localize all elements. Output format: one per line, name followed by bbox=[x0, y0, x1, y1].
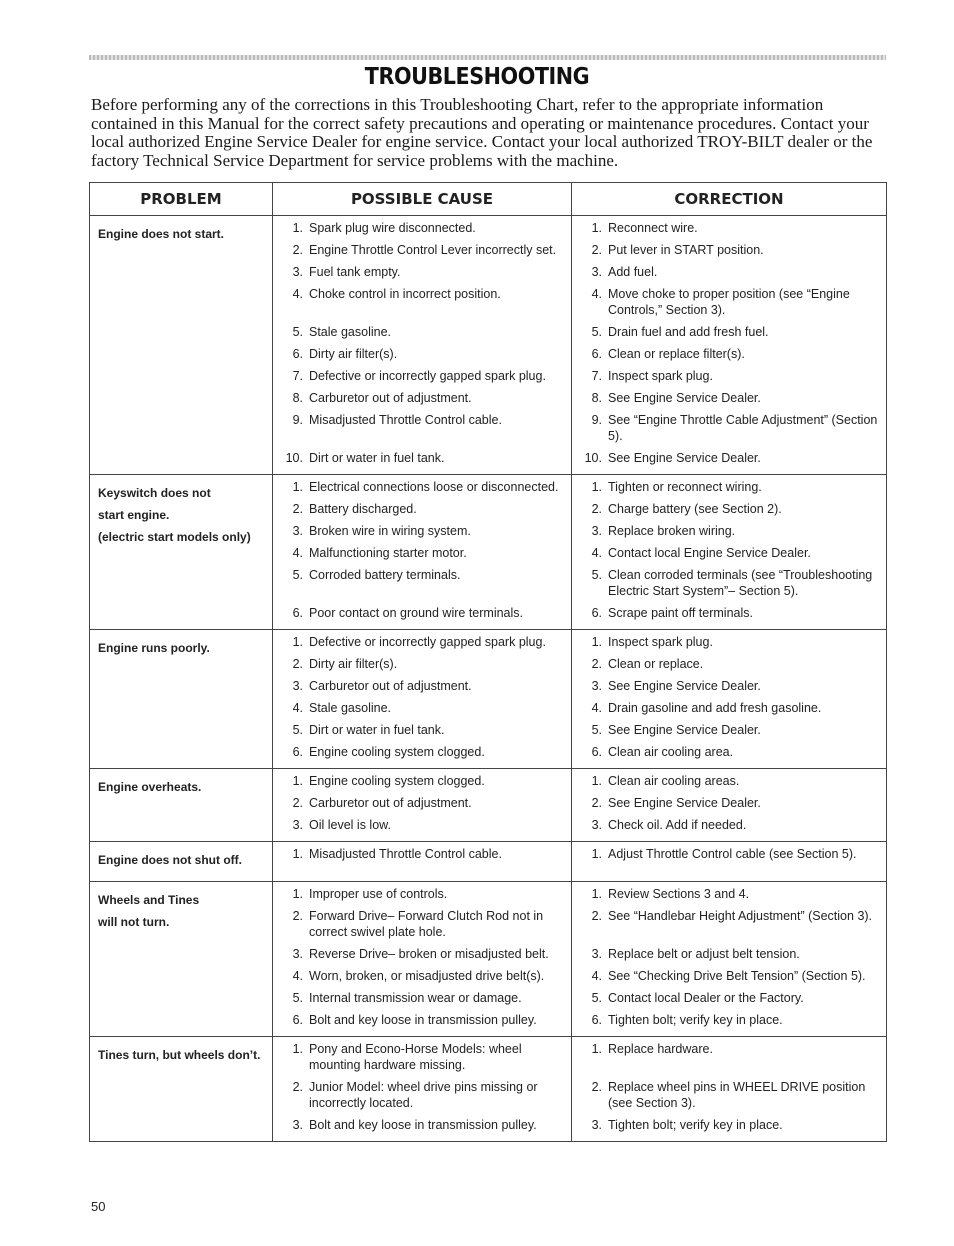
correction-item bbox=[580, 968, 882, 984]
correction-item bbox=[580, 479, 882, 495]
item-text: Contact local Dealer or the Factory. bbox=[608, 991, 804, 1005]
item-number: 5. bbox=[292, 991, 303, 1005]
item-text: Clean or replace. bbox=[608, 657, 704, 671]
item-number: 6. bbox=[591, 1013, 602, 1027]
item-number: 5. bbox=[591, 991, 602, 1005]
item-text: Bolt and key loose in transmission pulley. bbox=[309, 1013, 537, 1027]
item-number: 3. bbox=[591, 1118, 602, 1132]
item-number: 3. bbox=[292, 524, 303, 538]
cause-item bbox=[281, 1041, 567, 1073]
item-text: Replace broken wiring. bbox=[608, 524, 736, 538]
correction-item bbox=[580, 656, 882, 672]
problem-text: Wheels and Tines bbox=[98, 893, 200, 907]
cause-item bbox=[281, 242, 567, 258]
item-text: Junior Model: wheel drive pins missing or incorrectly located. bbox=[309, 1080, 538, 1110]
item-number: 2. bbox=[292, 243, 303, 257]
item-text: Drain fuel and add fresh fuel. bbox=[608, 325, 769, 339]
correction-item bbox=[580, 545, 882, 561]
item-text: Clean air cooling areas. bbox=[608, 774, 740, 788]
possible-cause-cell bbox=[273, 1037, 572, 1142]
item-number: 5. bbox=[292, 568, 303, 582]
item-number: 6. bbox=[292, 1013, 303, 1027]
item-text: See Engine Service Dealer. bbox=[608, 451, 761, 465]
problem-text: (electric start models only) bbox=[98, 530, 251, 544]
cause-item bbox=[281, 220, 567, 236]
item-text: Spark plug wire disconnected. bbox=[309, 221, 476, 235]
cause-item bbox=[281, 368, 567, 384]
page-title: TROUBLESHOOTING bbox=[364, 64, 590, 90]
cause-item bbox=[281, 501, 567, 517]
cause-item bbox=[281, 1079, 567, 1111]
cause-item bbox=[281, 908, 567, 940]
item-text: Defective or incorrectly gapped spark plug. bbox=[309, 369, 546, 383]
item-number: 2. bbox=[591, 796, 602, 810]
table-row bbox=[90, 842, 887, 882]
cause-item bbox=[281, 817, 567, 833]
possible-cause-cell bbox=[273, 630, 572, 769]
item-text: Defective or incorrectly gapped spark plug. bbox=[309, 635, 546, 649]
cause-item bbox=[281, 450, 567, 466]
top-rule bbox=[89, 55, 886, 60]
item-number: 1. bbox=[292, 1042, 303, 1056]
correction-cell bbox=[572, 475, 887, 630]
item-text: Put lever in START position. bbox=[608, 243, 764, 257]
item-text: Drain gasoline and add fresh gasoline. bbox=[608, 701, 822, 715]
correction-item bbox=[580, 773, 882, 789]
correction-item bbox=[580, 346, 882, 362]
item-number: 5. bbox=[591, 325, 602, 339]
item-text: Malfunctioning starter motor. bbox=[309, 546, 467, 560]
item-number: 4. bbox=[591, 969, 602, 983]
item-number: 4. bbox=[292, 969, 303, 983]
possible-cause-cell bbox=[273, 882, 572, 1037]
item-number: 6. bbox=[292, 606, 303, 620]
item-text: Add fuel. bbox=[608, 265, 658, 279]
item-number: 5. bbox=[292, 723, 303, 737]
table-header-row bbox=[90, 183, 887, 216]
cause-item bbox=[281, 846, 567, 862]
item-number: 1. bbox=[591, 887, 602, 901]
correction-item bbox=[580, 700, 882, 716]
intro-paragraph: Before performing any of the corrections in this Troubleshooting Chart, refer to the appropriate information contained in this Manual for the correct safety precautions and operating or maintenance procedures. Contact your local authorized Engine Service Dealer for engine service. Contact your local authorized TROY-BILT dealer or the factory Technical Service Department for service problems with the machine. bbox=[91, 95, 873, 170]
table-row bbox=[90, 475, 887, 630]
item-text: Dirt or water in fuel tank. bbox=[309, 451, 445, 465]
item-number: 2. bbox=[292, 796, 303, 810]
item-number: 2. bbox=[591, 243, 602, 257]
item-text: Contact local Engine Service Dealer. bbox=[608, 546, 811, 560]
correction-cell bbox=[572, 216, 887, 475]
item-text: Internal transmission wear or damage. bbox=[309, 991, 522, 1005]
item-number: 6. bbox=[292, 745, 303, 759]
problem-cell bbox=[90, 882, 273, 1037]
correction-item bbox=[580, 744, 882, 760]
item-text: Carburetor out of adjustment. bbox=[309, 391, 472, 405]
cause-item bbox=[281, 773, 567, 789]
item-number: 7. bbox=[591, 369, 602, 383]
item-number: 6. bbox=[292, 347, 303, 361]
problem-cell bbox=[90, 216, 273, 475]
correction-cell bbox=[572, 882, 887, 1037]
cause-item bbox=[281, 605, 567, 621]
cause-item bbox=[281, 412, 567, 444]
item-number: 10. bbox=[285, 451, 303, 465]
item-text: See Engine Service Dealer. bbox=[608, 723, 761, 737]
item-number: 1. bbox=[292, 887, 303, 901]
item-text: Bolt and key loose in transmission pulley. bbox=[309, 1118, 537, 1132]
problem-text: Tines turn, but wheels don’t. bbox=[98, 1048, 261, 1062]
item-text: Choke control in incorrect position. bbox=[309, 287, 501, 301]
correction-item bbox=[580, 795, 882, 811]
correction-item bbox=[580, 286, 882, 318]
item-text: Clean air cooling area. bbox=[608, 745, 734, 759]
item-number: 3. bbox=[591, 947, 602, 961]
item-number: 3. bbox=[292, 679, 303, 693]
item-text: Move choke to proper position (see “Engine Controls,” Section 3). bbox=[608, 287, 850, 317]
problem-cell bbox=[90, 1037, 273, 1142]
item-number: 9. bbox=[292, 413, 303, 427]
item-text: Clean or replace filter(s). bbox=[608, 347, 745, 361]
item-number: 5. bbox=[591, 568, 602, 582]
item-text: Replace hardware. bbox=[608, 1042, 713, 1056]
item-text: Broken wire in wiring system. bbox=[309, 524, 471, 538]
item-text: Stale gasoline. bbox=[309, 325, 392, 339]
cause-item bbox=[281, 264, 567, 280]
item-text: Engine Throttle Control Lever incorrectly set. bbox=[309, 243, 557, 257]
cause-item bbox=[281, 886, 567, 902]
possible-cause-cell bbox=[273, 769, 572, 842]
item-number: 4. bbox=[292, 287, 303, 301]
item-text: Electrical connections loose or disconnected. bbox=[309, 480, 559, 494]
cause-item bbox=[281, 968, 567, 984]
correction-item bbox=[580, 990, 882, 1006]
item-number: 1. bbox=[591, 480, 602, 494]
item-text: See “Engine Throttle Cable Adjustment” (Section 5). bbox=[608, 413, 878, 443]
correction-item bbox=[580, 368, 882, 384]
item-text: Improper use of controls. bbox=[309, 887, 448, 901]
item-number: 3. bbox=[591, 679, 602, 693]
correction-item bbox=[580, 678, 882, 694]
correction-cell bbox=[572, 842, 887, 882]
item-number: 5. bbox=[292, 325, 303, 339]
item-number: 1. bbox=[292, 774, 303, 788]
item-text: Carburetor out of adjustment. bbox=[309, 679, 472, 693]
correction-item bbox=[580, 1012, 882, 1028]
correction-item bbox=[580, 264, 882, 280]
cause-item bbox=[281, 1012, 567, 1028]
item-text: Oil level is low. bbox=[309, 818, 391, 832]
item-text: Inspect spark plug. bbox=[608, 369, 713, 383]
item-number: 1. bbox=[591, 847, 602, 861]
correction-item bbox=[580, 634, 882, 650]
possible-cause-cell bbox=[273, 216, 572, 475]
item-number: 4. bbox=[591, 546, 602, 560]
cause-item bbox=[281, 946, 567, 962]
cause-item bbox=[281, 744, 567, 760]
correction-item bbox=[580, 450, 882, 466]
item-text: See Engine Service Dealer. bbox=[608, 391, 761, 405]
item-number: 1. bbox=[292, 221, 303, 235]
table-row bbox=[90, 769, 887, 842]
cause-item bbox=[281, 545, 567, 561]
item-number: 4. bbox=[292, 701, 303, 715]
item-text: Reconnect wire. bbox=[608, 221, 698, 235]
possible-cause-cell bbox=[273, 842, 572, 882]
item-text: Tighten or reconnect wiring. bbox=[608, 480, 762, 494]
item-number: 3. bbox=[292, 1118, 303, 1132]
item-number: 8. bbox=[591, 391, 602, 405]
item-number: 2. bbox=[292, 657, 303, 671]
item-text: Check oil. Add if needed. bbox=[608, 818, 747, 832]
correction-item bbox=[580, 567, 882, 599]
item-number: 6. bbox=[591, 745, 602, 759]
item-number: 3. bbox=[292, 265, 303, 279]
item-number: 2. bbox=[591, 657, 602, 671]
item-number: 1. bbox=[292, 847, 303, 861]
item-text: See Engine Service Dealer. bbox=[608, 679, 761, 693]
item-number: 4. bbox=[292, 546, 303, 560]
item-number: 1. bbox=[591, 221, 602, 235]
correction-item bbox=[580, 908, 882, 940]
problem-cell bbox=[90, 475, 273, 630]
item-number: 3. bbox=[591, 265, 602, 279]
problem-cell bbox=[90, 769, 273, 842]
correction-item bbox=[580, 817, 882, 833]
correction-item bbox=[580, 501, 882, 517]
correction-item bbox=[580, 846, 882, 862]
item-text: Misadjusted Throttle Control cable. bbox=[309, 847, 502, 861]
header-correction: CORRECTION bbox=[572, 183, 887, 216]
item-text: Replace belt or adjust belt tension. bbox=[608, 947, 800, 961]
troubleshooting-table bbox=[89, 182, 887, 1142]
item-number: 3. bbox=[292, 947, 303, 961]
item-text: See Engine Service Dealer. bbox=[608, 796, 761, 810]
cause-item bbox=[281, 634, 567, 650]
cause-item bbox=[281, 795, 567, 811]
correction-item bbox=[580, 722, 882, 738]
item-text: Adjust Throttle Control cable (see Section 5). bbox=[608, 847, 857, 861]
item-text: Corroded battery terminals. bbox=[309, 568, 461, 582]
problem-cell bbox=[90, 630, 273, 769]
item-number: 6. bbox=[591, 347, 602, 361]
problem-text: Engine runs poorly. bbox=[98, 641, 210, 655]
table-row bbox=[90, 630, 887, 769]
item-number: 1. bbox=[292, 480, 303, 494]
correction-item bbox=[580, 886, 882, 902]
cause-item bbox=[281, 523, 567, 539]
item-text: Dirty air filter(s). bbox=[309, 347, 398, 361]
item-number: 10. bbox=[584, 451, 602, 465]
cause-item bbox=[281, 286, 567, 318]
cause-item bbox=[281, 567, 567, 599]
cause-item bbox=[281, 390, 567, 406]
item-text: Scrape paint off terminals. bbox=[608, 606, 753, 620]
item-number: 6. bbox=[591, 606, 602, 620]
item-text: Replace wheel pins in WHEEL DRIVE position (see Section 3). bbox=[608, 1080, 866, 1110]
item-text: Tighten bolt; verify key in place. bbox=[608, 1013, 783, 1027]
cause-item bbox=[281, 346, 567, 362]
page-number: 50 bbox=[91, 1199, 106, 1214]
item-text: Engine cooling system clogged. bbox=[309, 774, 485, 788]
table-row bbox=[90, 1037, 887, 1142]
table-row bbox=[90, 216, 887, 475]
correction-item bbox=[580, 1079, 882, 1111]
correction-item bbox=[580, 1117, 882, 1133]
cause-item bbox=[281, 479, 567, 495]
item-number: 1. bbox=[591, 1042, 602, 1056]
item-number: 1. bbox=[591, 774, 602, 788]
item-text: Misadjusted Throttle Control cable. bbox=[309, 413, 502, 427]
item-text: Poor contact on ground wire terminals. bbox=[309, 606, 523, 620]
item-text: Reverse Drive– broken or misadjusted belt. bbox=[309, 947, 549, 961]
item-text: Worn, broken, or misadjusted drive belt(s). bbox=[309, 969, 545, 983]
item-number: 3. bbox=[591, 818, 602, 832]
item-text: Pony and Econo-Horse Models: wheel mounting hardware missing. bbox=[309, 1042, 522, 1072]
correction-item bbox=[580, 324, 882, 340]
correction-cell bbox=[572, 769, 887, 842]
correction-item bbox=[580, 242, 882, 258]
item-text: Fuel tank empty. bbox=[309, 265, 401, 279]
cause-item bbox=[281, 678, 567, 694]
item-number: 8. bbox=[292, 391, 303, 405]
item-number: 2. bbox=[591, 909, 602, 923]
item-text: See “Handlebar Height Adjustment” (Section 3). bbox=[608, 909, 873, 923]
item-number: 7. bbox=[292, 369, 303, 383]
item-number: 3. bbox=[591, 524, 602, 538]
correction-item bbox=[580, 523, 882, 539]
correction-cell bbox=[572, 630, 887, 769]
item-text: Clean corroded terminals (see “Troubleshooting Electric Start System”– Section 5). bbox=[608, 568, 873, 598]
problem-text: Keyswitch does not bbox=[98, 486, 211, 500]
item-number: 1. bbox=[292, 635, 303, 649]
item-number: 4. bbox=[591, 287, 602, 301]
correction-item bbox=[580, 1041, 882, 1073]
item-text: Charge battery (see Section 2). bbox=[608, 502, 782, 516]
cause-item bbox=[281, 990, 567, 1006]
correction-item bbox=[580, 605, 882, 621]
problem-text: Engine overheats. bbox=[98, 780, 202, 794]
item-text: Stale gasoline. bbox=[309, 701, 392, 715]
item-number: 3. bbox=[292, 818, 303, 832]
item-number: 2. bbox=[591, 1080, 602, 1094]
cause-item bbox=[281, 1117, 567, 1133]
item-text: Inspect spark plug. bbox=[608, 635, 713, 649]
item-number: 5. bbox=[591, 723, 602, 737]
header-problem: PROBLEM bbox=[90, 183, 273, 216]
correction-item bbox=[580, 390, 882, 406]
item-text: See “Checking Drive Belt Tension” (Section 5). bbox=[608, 969, 866, 983]
item-number: 4. bbox=[591, 701, 602, 715]
problem-text: will not turn. bbox=[98, 915, 170, 929]
item-text: Battery discharged. bbox=[309, 502, 417, 516]
item-text: Engine cooling system clogged. bbox=[309, 745, 485, 759]
problem-text: Engine does not shut off. bbox=[98, 853, 242, 867]
header-possible-cause: POSSIBLE CAUSE bbox=[273, 183, 572, 216]
item-text: Dirt or water in fuel tank. bbox=[309, 723, 445, 737]
possible-cause-cell bbox=[273, 475, 572, 630]
correction-cell bbox=[572, 1037, 887, 1142]
correction-item bbox=[580, 412, 882, 444]
item-number: 9. bbox=[591, 413, 602, 427]
correction-item bbox=[580, 220, 882, 236]
item-text: Dirty air filter(s). bbox=[309, 657, 398, 671]
cause-item bbox=[281, 656, 567, 672]
item-number: 2. bbox=[292, 909, 303, 923]
item-number: 2. bbox=[292, 1080, 303, 1094]
cause-item bbox=[281, 700, 567, 716]
problem-cell bbox=[90, 842, 273, 882]
item-text: Tighten bolt; verify key in place. bbox=[608, 1118, 783, 1132]
item-number: 1. bbox=[591, 635, 602, 649]
cause-item bbox=[281, 722, 567, 738]
table-row bbox=[90, 882, 887, 1037]
item-number: 2. bbox=[591, 502, 602, 516]
problem-text: start engine. bbox=[98, 508, 170, 522]
item-text: Carburetor out of adjustment. bbox=[309, 796, 472, 810]
item-number: 2. bbox=[292, 502, 303, 516]
problem-text: Engine does not start. bbox=[98, 227, 225, 241]
item-text: Review Sections 3 and 4. bbox=[608, 887, 750, 901]
item-text: Forward Drive– Forward Clutch Rod not in correct swivel plate hole. bbox=[309, 909, 544, 939]
cause-item bbox=[281, 324, 567, 340]
correction-item bbox=[580, 946, 882, 962]
